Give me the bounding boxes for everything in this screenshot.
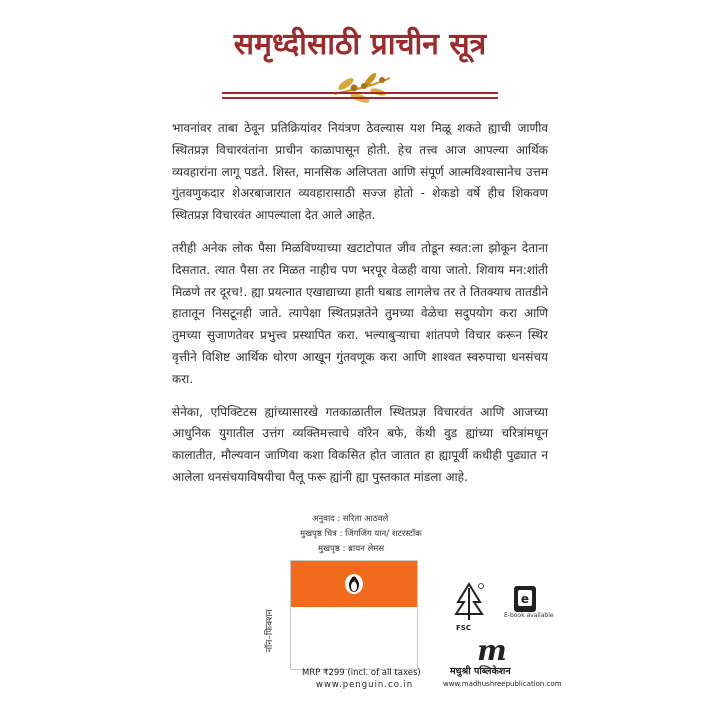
blurb-paragraph-3: सेनेका, एपिक्टिटस ह्यांच्यासारखे गतकाळातील स्थितप्रज्ञ विचारवंत आणि आजच्या आधुनिक युगातील उत्तंग व्यक्तिमत्त्वाचे वॉरेन बफे, केंथी वुड ह्यांच्या चरित्रांमधून कालातीत, मौल्यवान जाणिवा कशा विकसित होत जातात हा ह्यापूर्वी कधीही पुढ्यात न आलेला धनसंचयाविषयीचा पैलू फरू ह्यांनी ह्या पुस्तकात मांडला आहे. [172,404,548,484]
category-label: नॉन–फिक्शन [265,609,275,652]
penguin-logo-icon [343,573,365,595]
blurb-text [172,118,548,500]
fsc-label: FSC [456,624,471,632]
title-divider [222,92,498,94]
title-divider-secondary [222,97,498,99]
mrp-price: MRP ₹299 (incl. of all taxes) [302,668,421,678]
fsc-tree-icon [452,580,486,624]
price-box [290,560,418,670]
ebook-label: E-book available [504,612,554,619]
publisher-name: मधुश्री पब्लिकेशन [450,666,511,677]
madhushree-logo-icon [472,636,512,666]
ebook-icon [510,584,540,614]
cover-image-credit: मुखपृष्ठ चित्र : जिंगजिंग यान/ शटरस्टॉक [300,529,422,539]
svg-text:e: e [520,592,530,606]
page-title: समृध्दीसाठी प्राचीन सूत्र [233,27,487,62]
blurb-paragraph-2: तरीही अनेक लोक पैसा मिळविण्याच्या खटाटोपात जीव तोडून स्वत:ला झोकून देताना दिसतात. त्यात पैसा तर मिळत नाहीच पण भरपूर वेळही वाया जातो. शिवाय मन:शांती मिळणे तर दूरच!. ह्या प्रयत्नात एखाद्याच्या हाती घबाड लागलेच तर ते तितक्याच तातडीने हातातून निसटूनही जाते. त्यापेक्षा स्थितप्रज्ञतेने तुमच्या वेळेचा सदुपयोग करा आणि तुमच्या सुजाणतेवर प्रभुत्त्व प्रस्थापित करा. भल्याबुऱ्याचा शांतपणे विचार करून स्थिर वृत्तीने विशिष्ट आर्थिक धोरण आखून गुंतवणूक करा आणि शाश्वत स्वरुपाचा धनसंचय करा. [172,240,548,386]
translation-credit: अनुवाद : सरिता आठवले [312,514,389,524]
blurb-paragraph-1: भावनांवर ताबा ठेवून प्रतिक्रियांवर नियंत्रण ठेवल्यास यश मिळू शकते ह्याची जाणीव स्थितप्रज्ञ विचारवंतांना प्राचीन काळापासून होती. हेच तत्त्व आज आपल्या आर्थिक व्यवहारांना लागू पडते. शिस्त, मानसिक अलिप्तता आणि संपूर्ण आत्मविश्वासानेच उत्तम गुंतवणुकदार शेअरबाजारात व्यवहारासाठी सज्ज होतो - शेकडो वर्षे हीच शिकवण स्थितप्रज्ञ विचारवंत आपल्याला देत आले आहेत. [172,121,548,223]
svg-text:m: m [477,636,507,666]
cover-credit: मुखपृष्ठ : ब्रायन लेमस [318,544,385,554]
leaf-ornament-icon [320,64,400,108]
publisher-url: www.madhushreepublication.com [443,680,562,688]
penguin-url: www.penguin.co.in [316,680,414,690]
credits [300,512,500,557]
